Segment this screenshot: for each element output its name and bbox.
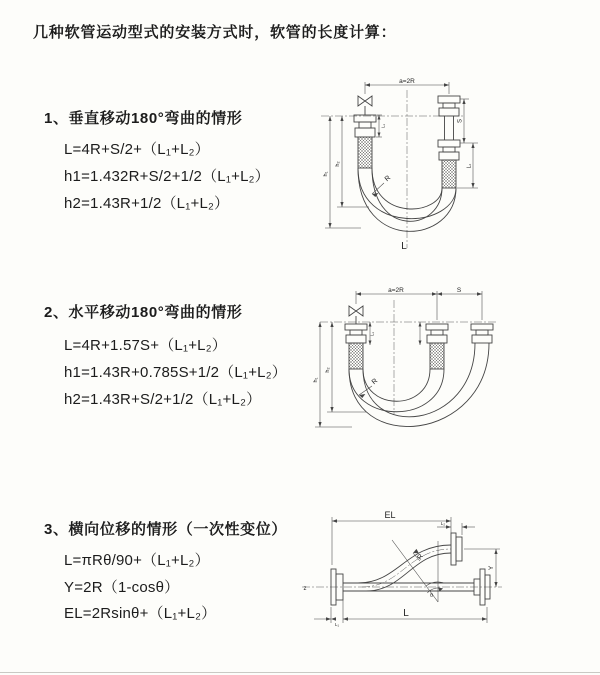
section-2-heading: 2、水平移动180°弯曲的情形: [44, 304, 243, 321]
dimension-arrows: [326, 519, 498, 620]
section-3-formula-L: L=πRθ/90+（L₁+L₂）: [64, 552, 210, 569]
dimension-lines: [315, 291, 482, 427]
height-inner-label: h₂: [325, 367, 331, 373]
displaced-fitting: [451, 533, 462, 565]
section-2-formula-L: L=4R+1.57S+（L₁+L₂）: [64, 337, 227, 354]
section-1-formula-h2: h2=1.43R+1/2（L₁+L₂）: [64, 195, 230, 212]
section-1-formula-L: L=4R+S/2+（L₁+L₂）: [64, 141, 210, 158]
radius-label: R: [370, 377, 380, 387]
page-title: 几种软管运动型式的安装方式时，软管的长度计算：: [33, 24, 397, 41]
angle-label: θ: [430, 593, 433, 599]
fitting-right-label: L₂: [466, 163, 473, 169]
fitting-left-label: L₁: [380, 123, 386, 129]
right-fitting: [438, 96, 460, 188]
construction-lines: [392, 540, 443, 602]
height-outer-label: h₁: [323, 171, 329, 177]
section-1-formula-h1: h1=1.432R+S/2+1/2（L₁+L₂）: [64, 168, 270, 185]
diagram-vertical-180-bend: [311, 76, 489, 256]
height-inner-label: h₂: [335, 161, 341, 167]
moved-fitting: [471, 324, 493, 343]
section-2-formula-h1: h1=1.43R+0.785S+1/2（L₁+L₂）: [64, 364, 287, 381]
dimension-arrows: [318, 292, 482, 427]
effective-length-label: EL: [384, 510, 396, 520]
section-1-heading: 1、垂直移动180°弯曲的情形: [44, 110, 243, 127]
length-label: L: [403, 608, 409, 619]
diagram-2-labels: [313, 287, 462, 386]
datum-label: z: [303, 586, 307, 592]
offset-label: Y: [488, 565, 495, 571]
height-outer-label: h₁: [313, 377, 319, 383]
span-label: a=2R: [388, 287, 404, 294]
stroke-label: S: [457, 118, 464, 124]
diagram-lateral-displacement: [298, 505, 506, 645]
left-fitting: [345, 324, 367, 369]
radius-label: R: [383, 174, 393, 184]
section-3-formula-Y: Y=2R（1-cosθ）: [64, 579, 180, 596]
diagram-horizontal-180-bend: [306, 284, 506, 452]
radius-label: R: [416, 553, 426, 562]
section-3-heading: 3、横向位移的情形（一次性变位）: [44, 521, 287, 538]
left-fitting: [354, 115, 376, 168]
hose-u-bend: [349, 343, 489, 427]
middle-fitting: [426, 324, 448, 369]
section-3-formula-EL: EL=2Rsinθ+（L₁+L₂）: [64, 605, 217, 622]
stroke-label: S: [456, 287, 462, 294]
valve-icon: [358, 96, 372, 115]
fitting-right-label: L₂: [440, 521, 446, 526]
span-label: a=2R: [399, 78, 415, 85]
valve-icon: [349, 306, 363, 324]
length-label: L: [401, 241, 407, 252]
fitting-left-label: L₁: [369, 331, 375, 337]
section-2-formula-h2: h2=1.43R+S/2+1/2（L₁+L₂）: [64, 391, 262, 408]
fitting-left-label: L₁: [334, 622, 340, 627]
hose-s-bend: [358, 545, 451, 591]
